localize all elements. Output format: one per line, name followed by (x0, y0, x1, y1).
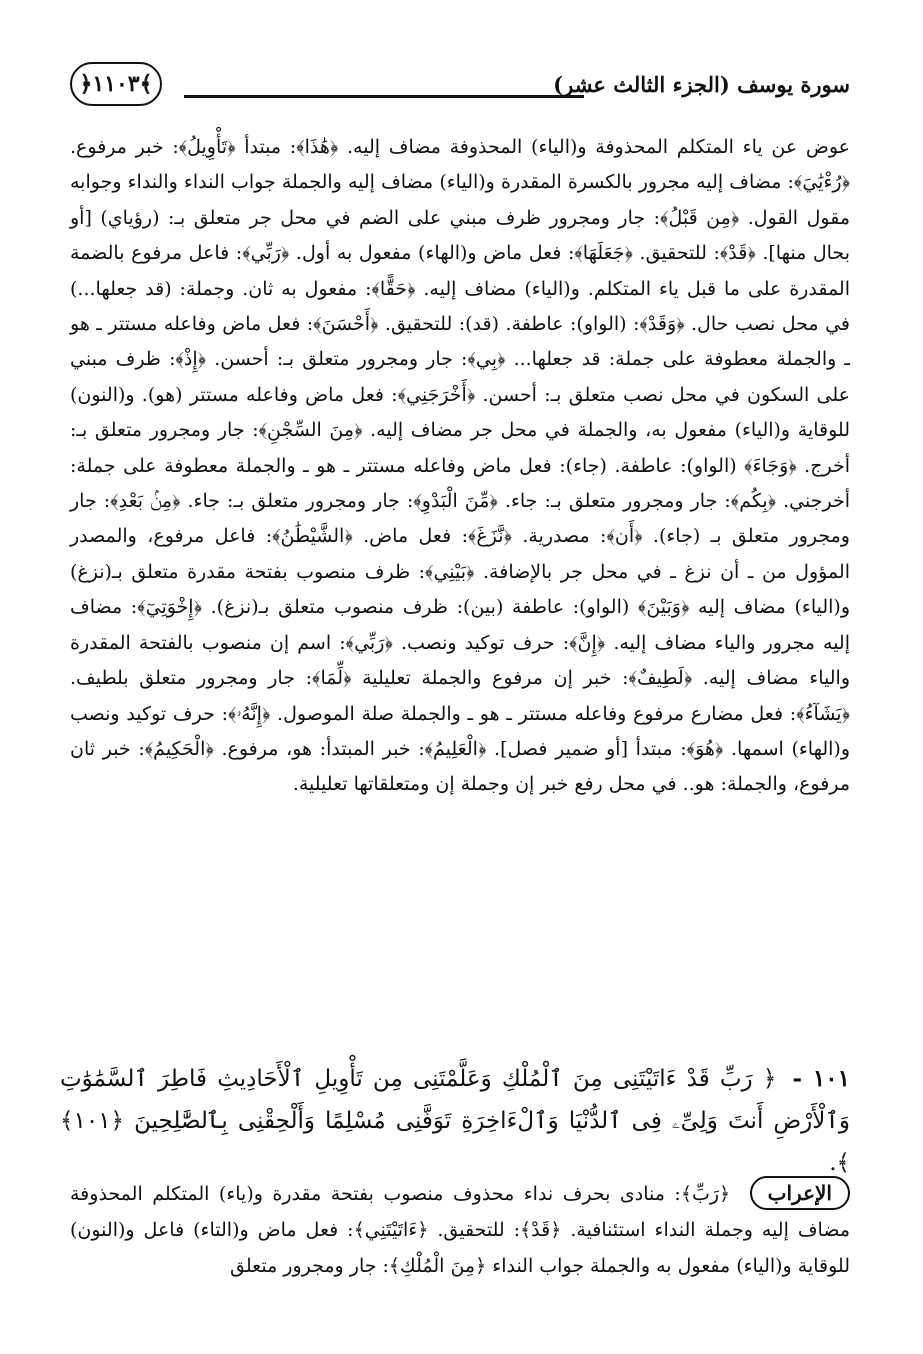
verse-block (60, 1058, 850, 1184)
page-title: سورة يوسف (الجزء الثالث عشر) (553, 72, 850, 97)
verse-text: ﴿ رَبِّ قَدْ ءَاتَيْتَنِى مِنَ ٱلْمُلْكِ وَعَلَّمْتَنِى مِن تَأْوِيلِ ٱلْأَحَادِيثِ فَاطِرَ ٱلسَّمَٰوَٰتِ وَٱلْأَرْضِ أَنتَ وَلِىِّۦ فِى ٱلدُّنْيَا وَٱلْءَاخِرَةِ تَوَفَّنِى مُسْلِمًا وَأَلْحِقْنِى بِٱلصَّٰلِحِينَ ﴿١٠١﴾ ﴾. (60, 1066, 850, 1176)
irab-text: ﴿رَبِّ﴾: منادى بحرف نداء محذوف منصوب بفتحة مقدرة و(ياء) المتكلم المحذوفة مضاف إليه وجملة النداء استئنافية. ﴿قَدْ﴾: للتحقيق. ﴿ءَاتَيْتَنِي﴾: فعل ماض و(التاء) فاعل و(النون) للوقاية و(الياء) مفعول به والجملة جواب النداء ﴿مِنَ الْمُلْكِ﴾: جار ومجرور متعلق (70, 1183, 850, 1277)
page-header (70, 62, 850, 112)
irab-section (70, 1176, 850, 1284)
irab-label: الإعراب (750, 1176, 850, 1210)
commentary-text (70, 130, 850, 803)
page-number: ﴿١١٠٣﴾ (70, 62, 162, 106)
commentary-paragraph: عوض عن ياء المتكلم المحذوفة و(الياء) المحذوفة مضاف إليه. ﴿هَٰذَا﴾: مبتدأ ﴿تَأْوِيلُ﴾: خبر مرفوع. ﴿رُءْيَٰيَ﴾: مضاف إليه مجرور بالكسرة المقدرة و(الياء) مضاف إليه والجملة جواب النداء والنداء وجوابه مقول القول. ﴿مِن قَبْلُ﴾: جار ومجرور ظرف مبني على الضم في محل جر متعلق بـ: (رؤياي) [أو بحال منها]. ﴿قَدْ﴾: للتحقيق. ﴿جَعَلَهَا﴾: فعل ماض و(الهاء) مفعول به أول. ﴿رَبِّي﴾: فاعل مرفوع بالضمة المقدرة على ما قبل ياء المتكلم. و(الياء) مضاف إليه. ﴿حَقًّا﴾: مفعول به ثان. وجملة: (قد جعلها...) في محل نصب حال. ﴿وَقَدْ﴾: (الواو): عاطفة. (قد): للتحقيق. ﴿أَحْسَنَ﴾: فعل ماض وفاعله مستتر ـ هو ـ والجملة معطوفة على جملة: قد جعلها... ﴿بِي﴾: جار ومجرور متعلق بـ: أحسن. ﴿إِذْ﴾: ظرف مبني على السكون في محل نصب متعلق بـ: أحسن. ﴿أَخْرَجَنِي﴾: فعل ماض وفاعله مستتر (هو). و(النون) للوقاية و(الياء) مفعول به، والجملة في محل جر مضاف إليه. ﴿مِنَ السِّجْنِ﴾: جار ومجرور متعلق بـ: أخرج. ﴿وَجَاءَ﴾ (الواو): عاطفة. (جاء): فعل ماض وفاعله مستتر ـ هو ـ والجملة معطوفة على جملة: أخرجني. ﴿بِكُم﴾: جار ومجرور متعلق بـ: جاء. ﴿مِّنَ الْبَدْوِ﴾: جار ومجرور متعلق بـ: جاء. ﴿مِنۢ بَعْدِ﴾: جار ومجرور متعلق بـ (جاء). ﴿أَن﴾: مصدرية. ﴿نَّزَغَ﴾: فعل ماض. ﴿الشَّيْطَٰنُ﴾: فاعل مرفوع، والمصدر المؤول من ـ أن نزغ ـ في محل جر بالإضافة. ﴿بَيْنِي﴾: ظرف منصوب بفتحة مقدرة متعلق بـ(نزغ) و(الياء) مضاف إليه ﴿وَبَيْنَ﴾ (الواو): عاطفة (بين): ظرف منصوب متعلق بـ(نزغ). ﴿إِخْوَتِيٓ﴾: مضاف إليه مجرور والياء مضاف إليه. ﴿إِنَّ﴾: حرف توكيد ونصب. ﴿رَبِّي﴾: اسم إن منصوب بالفتحة المقدرة والياء مضاف إليه. ﴿لَطِيفٌ﴾: خبر إن مرفوع والجملة تعليلية ﴿لِّمَا﴾: جار ومجرور متعلق بلطيف. ﴿يَشَآءُ﴾: فعل مضارع مرفوع وفاعله مستتر ـ هو ـ والجملة صلة الموصول. ﴿إِنَّهُۥ﴾: حرف توكيد ونصب و(الهاء) اسمها. ﴿هُوَ﴾: مبتدأ [أو ضمير فصل]. ﴿الْعَلِيمُ﴾: خبر المبتدأ: هو، مرفوع. ﴿الْحَكِيمُ﴾: خبر ثان مرفوع، والجملة: هو.. في محل رفع خبر إن وجملة إن ومتعلقاتها تعليلية. (70, 136, 850, 796)
header-rule (184, 95, 584, 98)
verse-number: ١٠١ - (792, 1065, 850, 1092)
